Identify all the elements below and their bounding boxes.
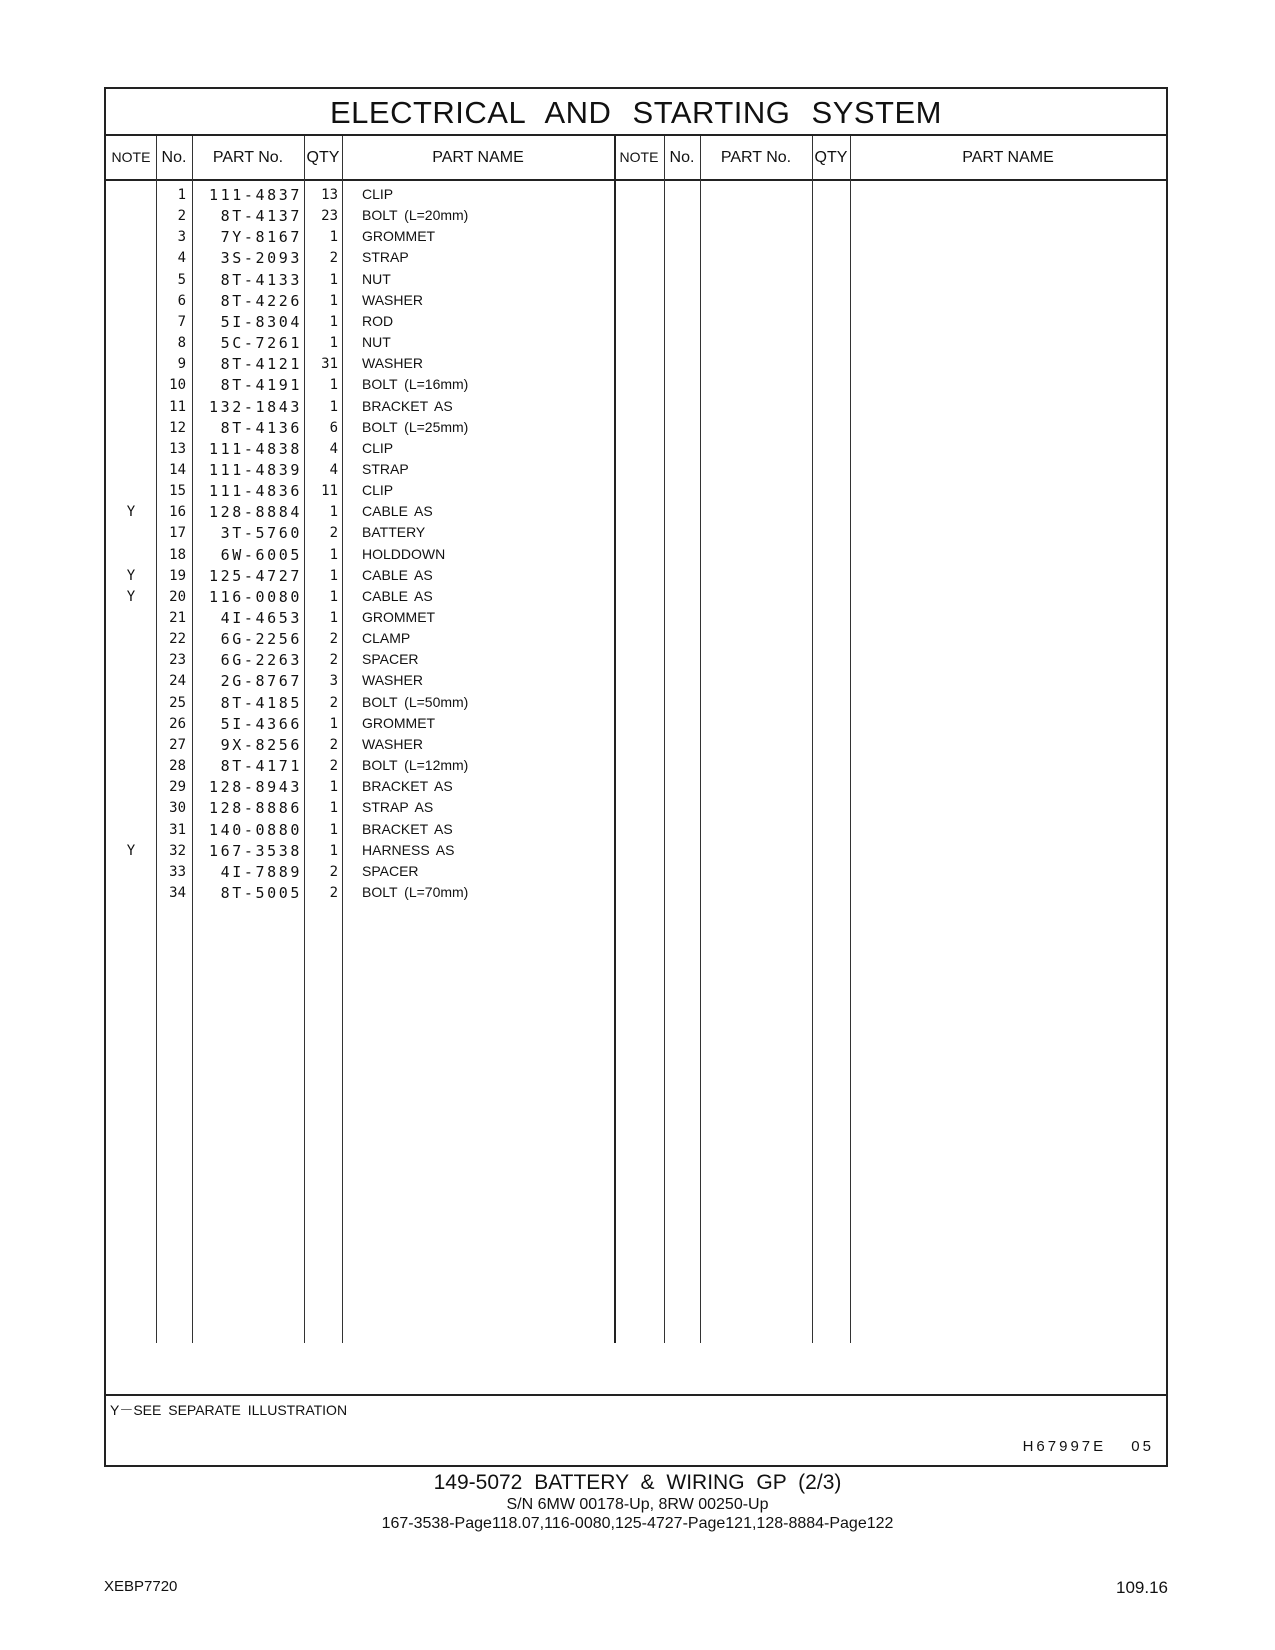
- row-part-name: CLIP: [362, 186, 394, 202]
- row-quantity: 1: [329, 504, 338, 521]
- section-title: ELECTRICAL AND STARTING SYSTEM: [106, 89, 1166, 136]
- row-quantity: 1: [329, 779, 338, 796]
- row-part-name: STRAP: [362, 460, 409, 477]
- row-number: 27: [169, 736, 186, 753]
- row-number: 4: [177, 250, 186, 267]
- serial-caption: S/N 6MW 00178-Up, 8RW 00250-Up: [506, 1496, 769, 1513]
- row-quantity: 1: [329, 335, 338, 352]
- row-part-number: 8T-4133: [220, 270, 302, 289]
- row-part-name: CLIP: [362, 482, 394, 499]
- row-part-number: 8T-4121: [220, 355, 302, 374]
- row-part-name: GROMMET: [362, 714, 436, 731]
- table-row: [106, 290, 1166, 312]
- row-number: 21: [169, 610, 186, 626]
- row-number: 18: [169, 546, 186, 563]
- table-row: [106, 819, 1166, 841]
- header-note-right: NOTE: [619, 149, 659, 165]
- row-number: 9: [177, 356, 186, 373]
- header-part-name-right: PART NAME: [962, 149, 1054, 166]
- table-row: [106, 226, 1166, 248]
- row-part-number: 6G-2263: [220, 651, 302, 670]
- header-note-left: NOTE: [111, 149, 151, 165]
- row-quantity: 6: [329, 419, 338, 436]
- table-row: [106, 586, 1166, 608]
- row-part-name: BOLT (L=12mm): [362, 757, 469, 774]
- row-number: 22: [169, 631, 186, 648]
- table-row: [106, 797, 1166, 819]
- row-part-name: SPACER: [362, 651, 419, 668]
- row-part-name: BOLT (L=25mm): [362, 418, 469, 435]
- row-part-number: 116-0080: [208, 587, 302, 606]
- row-note: Y: [126, 504, 136, 521]
- row-quantity: 2: [329, 250, 338, 267]
- row-part-name: BRACKET AS: [362, 778, 453, 795]
- row-part-name: NUT: [362, 334, 391, 351]
- row-part-number: 167-3538: [208, 841, 302, 860]
- row-part-name: BOLT (L=16mm): [362, 376, 469, 393]
- row-part-number: 128-8884: [208, 503, 302, 522]
- row-part-number: 9X-8256: [220, 735, 302, 754]
- row-number: 33: [169, 863, 186, 880]
- row-part-name: WASHER: [362, 672, 423, 689]
- row-part-name: BATTERY: [362, 524, 426, 541]
- header-part-no-left: PART No.: [212, 149, 284, 166]
- row-part-number: 2G-8767: [220, 672, 302, 691]
- table-row: [106, 544, 1166, 566]
- row-number: 26: [169, 715, 186, 732]
- table-row: [106, 734, 1166, 756]
- row-number: 31: [169, 821, 186, 838]
- table-row: [106, 184, 1166, 206]
- row-quantity: 1: [329, 567, 338, 584]
- table-row: [106, 840, 1166, 862]
- row-number: 30: [169, 800, 186, 817]
- row-number: 15: [169, 483, 186, 500]
- row-number: 11: [169, 398, 186, 415]
- row-part-number: 128-8886: [208, 799, 302, 818]
- row-number: 16: [169, 504, 186, 521]
- row-part-name: HARNESS AS: [362, 841, 455, 858]
- row-quantity: 1: [329, 588, 338, 605]
- row-part-name: HOLDDOWN: [362, 545, 446, 562]
- row-quantity: 1: [329, 610, 338, 626]
- row-part-name: STRAP: [362, 249, 409, 266]
- table-header: [106, 136, 1166, 181]
- row-number: 32: [169, 842, 186, 859]
- row-number: 2: [177, 208, 186, 225]
- page-number: 109.16: [1116, 1578, 1168, 1597]
- table-row: [106, 861, 1166, 883]
- header-no-right: No.: [669, 149, 695, 166]
- table-row: [106, 607, 1166, 629]
- parts-table-frame: [104, 87, 1168, 1467]
- header-qty-right: QTY: [814, 149, 848, 166]
- row-part-number: 6W-6005: [220, 545, 302, 564]
- table-row: [106, 565, 1166, 587]
- row-quantity: 2: [329, 525, 338, 542]
- row-part-name: SPACER: [362, 862, 419, 879]
- row-quantity: 4: [329, 461, 338, 478]
- row-number: 7: [177, 313, 186, 330]
- row-quantity: 2: [329, 884, 338, 901]
- row-part-number: 8T-4226: [220, 291, 302, 310]
- table-row: [106, 247, 1166, 269]
- row-part-name: ROD: [362, 312, 394, 329]
- row-part-number: 5I-4366: [220, 714, 302, 733]
- row-part-number: 8T-4191: [220, 376, 302, 395]
- row-part-number: 125-4727: [208, 566, 302, 585]
- table-row: [106, 269, 1166, 291]
- row-quantity: 1: [329, 842, 338, 859]
- table-bottom-rule: [106, 1394, 1166, 1396]
- row-quantity: 1: [329, 398, 338, 415]
- row-part-number: 4I-7889: [220, 862, 302, 881]
- table-row: [106, 522, 1166, 544]
- header-part-name-left: PART NAME: [432, 149, 524, 166]
- row-quantity: 11: [321, 483, 338, 500]
- row-part-name: NUT: [362, 270, 391, 287]
- table-row: [106, 755, 1166, 777]
- row-quantity: 2: [329, 652, 338, 669]
- row-number: 8: [177, 335, 186, 352]
- row-part-number: 5I-8304: [220, 312, 302, 331]
- row-part-name: WASHER: [362, 735, 423, 752]
- row-quantity: 23: [321, 208, 338, 225]
- row-part-number: 140-0880: [208, 820, 302, 839]
- row-quantity: 13: [321, 187, 338, 203]
- row-number: 5: [177, 271, 186, 288]
- row-quantity: 1: [329, 715, 338, 732]
- row-number: 29: [169, 779, 186, 796]
- table-row: [106, 459, 1166, 481]
- row-number: 19: [169, 567, 186, 584]
- row-part-name: BOLT (L=20mm): [362, 207, 469, 224]
- row-part-name: CABLE AS: [362, 566, 433, 583]
- header-no-left: No.: [161, 149, 187, 166]
- row-number: 6: [177, 292, 186, 309]
- row-quantity: 2: [329, 631, 338, 648]
- row-note: Y: [126, 588, 136, 605]
- row-part-number: 111-4838: [208, 439, 302, 458]
- row-number: 14: [169, 461, 186, 478]
- header-part-no-right: PART No.: [720, 149, 792, 166]
- table-row: [106, 417, 1166, 439]
- row-quantity: 1: [329, 377, 338, 394]
- row-quantity: 1: [329, 313, 338, 330]
- row-part-number: 8T-4185: [220, 693, 302, 712]
- table-row: [106, 311, 1166, 333]
- row-part-number: 8T-4137: [220, 207, 302, 226]
- row-part-number: 6G-2256: [220, 630, 302, 649]
- row-part-number: 5C-7261: [220, 334, 302, 353]
- table-row: [106, 332, 1166, 354]
- row-part-number: 8T-4171: [220, 757, 302, 776]
- row-part-number: 128-8943: [208, 778, 302, 797]
- table-row: [106, 480, 1166, 502]
- row-number: 24: [169, 673, 186, 690]
- table-row: [106, 374, 1166, 396]
- table-row: [106, 396, 1166, 418]
- row-part-name: BRACKET AS: [362, 820, 453, 837]
- row-part-number: 111-4836: [208, 482, 302, 501]
- row-note: Y: [126, 567, 136, 584]
- row-number: 28: [169, 758, 186, 775]
- row-quantity: 2: [329, 736, 338, 753]
- group-caption: 149-5072 BATTERY & WIRING GP (2/3): [433, 1471, 842, 1494]
- row-number: 10: [169, 377, 186, 394]
- table-row: [106, 692, 1166, 714]
- row-part-number: 8T-4136: [220, 418, 302, 437]
- table-row: [106, 501, 1166, 523]
- row-number: 13: [169, 440, 186, 457]
- row-quantity: 4: [329, 440, 338, 457]
- row-part-number: 111-4839: [208, 460, 302, 479]
- table-row: [106, 882, 1166, 904]
- table-row: [106, 628, 1166, 650]
- document-id: XEBP7720: [104, 1578, 178, 1595]
- row-part-number: 3T-5760: [220, 524, 302, 543]
- row-part-name: BRACKET AS: [362, 397, 453, 414]
- table-row: [106, 713, 1166, 735]
- table-row: [106, 649, 1166, 671]
- row-quantity: 1: [329, 229, 338, 246]
- row-number: 25: [169, 694, 186, 711]
- row-part-name: STRAP AS: [362, 799, 434, 816]
- table-row: [106, 776, 1166, 798]
- row-part-number: 132-1843: [208, 397, 302, 416]
- row-part-number: 111-4837: [208, 186, 302, 204]
- table-row: [106, 205, 1166, 227]
- row-part-name: GROMMET: [362, 609, 436, 625]
- row-number: 34: [169, 884, 186, 901]
- row-part-name: BOLT (L=50mm): [362, 693, 469, 710]
- row-number: 1: [177, 187, 186, 203]
- row-quantity: 1: [329, 271, 338, 288]
- row-number: 23: [169, 652, 186, 669]
- row-part-name: GROMMET: [362, 228, 436, 245]
- row-part-name: CLAMP: [362, 630, 411, 647]
- drawing-code: H67997E 05: [1022, 1438, 1154, 1455]
- row-number: 17: [169, 525, 186, 542]
- row-quantity: 3: [329, 673, 338, 690]
- row-number: 12: [169, 419, 186, 436]
- header-qty-left: QTY: [306, 149, 340, 166]
- row-part-name: BOLT (L=70mm): [362, 883, 469, 900]
- table-row: [106, 438, 1166, 460]
- row-quantity: 2: [329, 694, 338, 711]
- row-part-name: WASHER: [362, 355, 423, 372]
- row-part-name: CLIP: [362, 439, 394, 456]
- footnote: Y－SEE SEPARATE ILLUSTRATION: [110, 1402, 348, 1418]
- row-part-number: 4I-4653: [220, 609, 302, 627]
- row-quantity: 2: [329, 863, 338, 880]
- row-quantity: 1: [329, 292, 338, 309]
- row-quantity: 1: [329, 800, 338, 817]
- table-row: [106, 670, 1166, 692]
- reference-caption: 167-3538-Page118.07,116-0080,125-4727-Page121,128-8884-Page122: [381, 1515, 894, 1532]
- row-part-name: CABLE AS: [362, 587, 433, 604]
- row-part-name: CABLE AS: [362, 503, 433, 520]
- row-part-number: 7Y-8167: [220, 228, 302, 247]
- row-part-name: WASHER: [362, 291, 423, 308]
- row-number: 3: [177, 229, 186, 246]
- table-row: [106, 353, 1166, 375]
- row-note: Y: [126, 842, 136, 859]
- row-part-number: 3S-2093: [220, 249, 302, 268]
- row-part-number: 8T-5005: [220, 883, 302, 902]
- row-quantity: 31: [321, 356, 338, 373]
- row-quantity: 2: [329, 758, 338, 775]
- row-quantity: 1: [329, 546, 338, 563]
- row-quantity: 1: [329, 821, 338, 838]
- row-number: 20: [169, 588, 186, 605]
